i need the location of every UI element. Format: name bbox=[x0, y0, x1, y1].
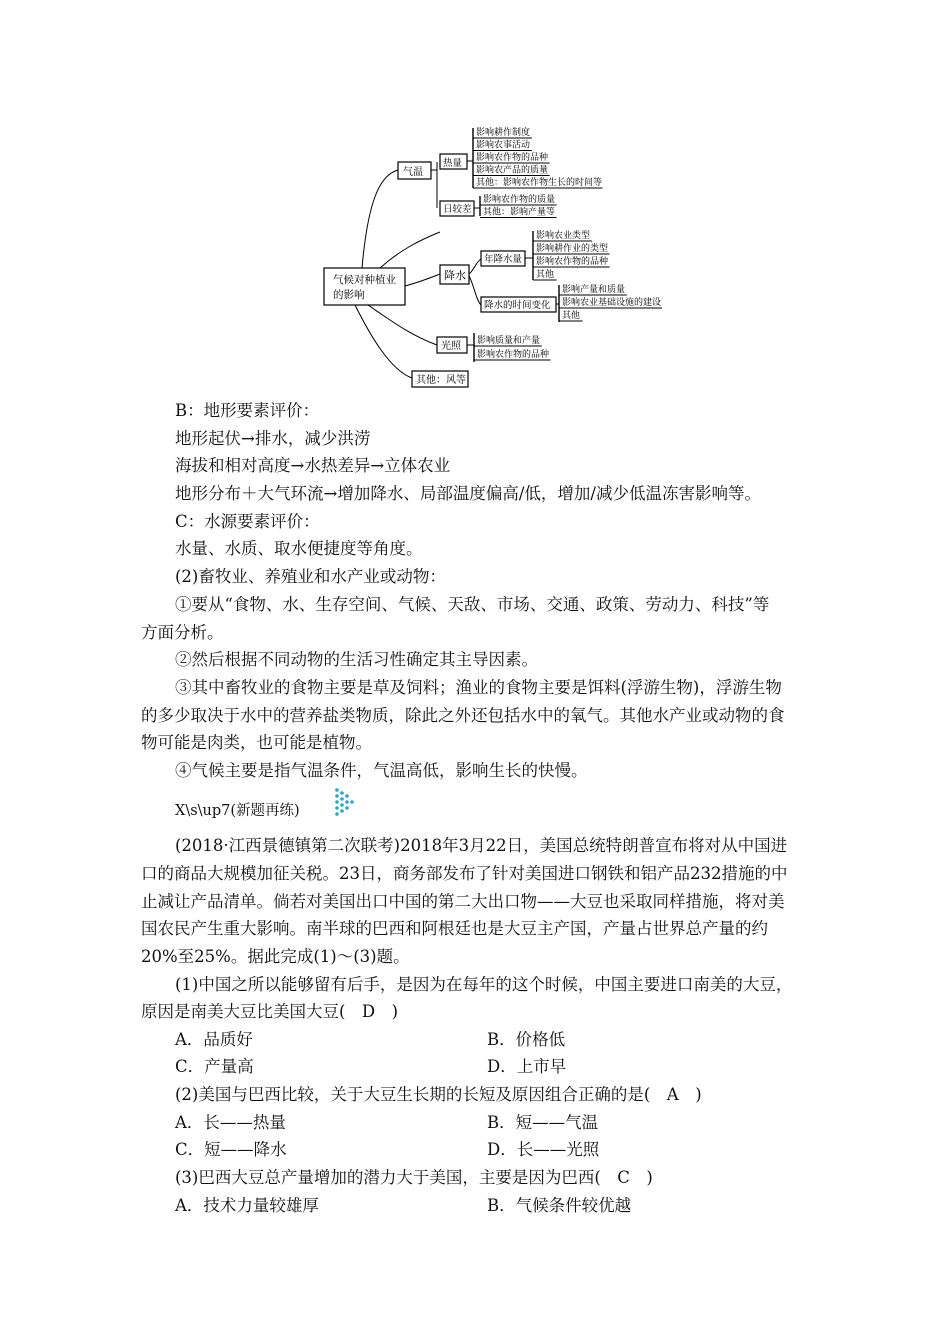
node-rain-time: 降水的时间变化 bbox=[484, 300, 551, 311]
node-rain: 降水 bbox=[444, 269, 466, 282]
rain-time-item: 影响产量和质量 bbox=[562, 285, 626, 295]
triangle-dots-icon bbox=[334, 787, 356, 821]
q1-option-c: C．产量高 bbox=[175, 1057, 254, 1076]
node-light: 光照 bbox=[441, 341, 461, 352]
heat-item: 其他：影响农作物生长的时间等 bbox=[476, 178, 603, 188]
q2-option-c: C．短——降水 bbox=[175, 1140, 287, 1159]
part-2-item-3: ③其中畜牧业的食物主要是草及饲料；渔业的食物主要是饵料(浮游生物)，浮游生物 bbox=[175, 678, 782, 697]
light-item: 影响质量和产量 bbox=[477, 336, 541, 346]
question-1-stem-cont: 原因是南美大豆比美国大豆( D ) bbox=[141, 1002, 399, 1021]
q3-option-a: A．技术力量较雄厚 bbox=[175, 1196, 319, 1215]
question-intro-2: 口的商品大规模加征关税。23日，商务部发布了针对美国进口钢铁和铝产品232措施的中 bbox=[141, 864, 788, 883]
part-2-item-3-cont-2: 物可能是肉类，也可能是植物。 bbox=[141, 733, 372, 752]
q2-option-b: B．短——气温 bbox=[487, 1113, 599, 1132]
climate-influence-diagram bbox=[0, 0, 950, 400]
heat-item: 影响农产品的质量 bbox=[476, 165, 549, 176]
part-2-item-1: ①要从“食物、水、生存空间、气候、天敌、市场、交通、政策、劳动力、科技”等 bbox=[175, 595, 770, 614]
question-intro-3: 止减让产品清单。倘若对美国出口中国的第二大出口物——大豆也采取同样措施，将对美 bbox=[141, 892, 785, 911]
node-annual-rain: 年降水量 bbox=[484, 254, 523, 265]
diurnal-item: 其他：影响产量等 bbox=[483, 207, 556, 218]
rain-time-item: 其他 bbox=[562, 311, 581, 321]
node-heat: 热量 bbox=[443, 158, 463, 169]
q1-option-b: B．价格低 bbox=[487, 1030, 566, 1049]
section-heading: X\s\up7(新题再练) bbox=[175, 803, 300, 819]
section-b-title: B：地形要素评价： bbox=[175, 401, 320, 420]
annual-rain-item: 影响农业类型 bbox=[536, 231, 591, 241]
b-item-1: 地形起伏→排水，减少洪涝 bbox=[175, 429, 371, 448]
annual-rain-item: 影响耕作业的类型 bbox=[536, 244, 609, 254]
question-1-stem: (1)中国之所以能够留有后手，是因为在每年的这个时候，中国主要进口南美的大豆， bbox=[175, 975, 793, 994]
part-2-item-1-cont: 方面分析。 bbox=[141, 623, 224, 642]
b-item-3: 地形分布＋大气环流→增加降水、局部温度偏高/低，增加/减少低温冻害影响等。 bbox=[175, 484, 761, 503]
rain-time-item: 影响农业基础设施的建设 bbox=[562, 298, 662, 308]
question-2-stem: (2)美国与巴西比较，关于大豆生长期的长短及原因组合正确的是( A ) bbox=[175, 1085, 702, 1104]
q1-option-d: D．上市早 bbox=[487, 1057, 567, 1076]
heat-item: 影响农作物的品种 bbox=[476, 153, 549, 163]
node-diurnal: 日较差 bbox=[443, 204, 472, 215]
question-intro-1: (2018·江西景德镇第二次联考)2018年3月22日，美国总统特朗普宣布将对从中国进 bbox=[175, 836, 788, 855]
heat-item: 影响耕作制度 bbox=[476, 128, 531, 138]
part-2-heading: (2)畜牧业、养殖业和水产业或动物： bbox=[175, 567, 446, 586]
node-other: 其他：风等 bbox=[416, 375, 466, 386]
part-2-item-2: ②然后根据不同动物的生活习性确定其主导因素。 bbox=[175, 650, 538, 669]
q3-option-b: B．气候条件较优越 bbox=[487, 1196, 632, 1215]
root-label-2: 的影响 bbox=[333, 289, 365, 301]
q1-option-a: A．品质好 bbox=[175, 1030, 253, 1049]
part-2-item-4: ④气候主要是指气温条件，气温高低，影响生长的快慢。 bbox=[175, 761, 588, 780]
question-intro-4: 国农民产生重大影响。南半球的巴西和阿根廷也是大豆主产国，产量占世界总产量的约 bbox=[141, 919, 768, 938]
light-item: 影响农作物的品种 bbox=[477, 350, 550, 360]
c-item-1: 水量、水质、取水便捷度等角度。 bbox=[175, 539, 423, 558]
diurnal-item: 影响农作物的质量 bbox=[483, 195, 556, 205]
q2-option-d: D．长——光照 bbox=[487, 1140, 600, 1159]
root-label-1: 气候对种植业 bbox=[333, 274, 396, 286]
question-intro-5: 20%至25%。据此完成(1)～(3)题。 bbox=[141, 947, 410, 966]
section-c-title: C：水源要素评价： bbox=[175, 512, 320, 531]
heat-item: 影响农事活动 bbox=[476, 140, 531, 151]
q2-option-a: A．长——热量 bbox=[175, 1113, 286, 1132]
annual-rain-item: 其他 bbox=[536, 270, 555, 280]
node-temp: 气温 bbox=[403, 167, 423, 178]
b-item-2: 海拔和相对高度→水热差异→立体农业 bbox=[175, 456, 451, 475]
part-2-item-3-cont-1: 的多少取决于水中的营养盐类物质，除此之外还包括水中的氧气。其他水产业或动物的食 bbox=[141, 706, 785, 725]
question-3-stem: (3)巴西大豆总产量增加的潜力大于美国，主要是因为巴西( C ) bbox=[175, 1168, 653, 1187]
annual-rain-item: 影响农作物的品种 bbox=[536, 257, 609, 267]
